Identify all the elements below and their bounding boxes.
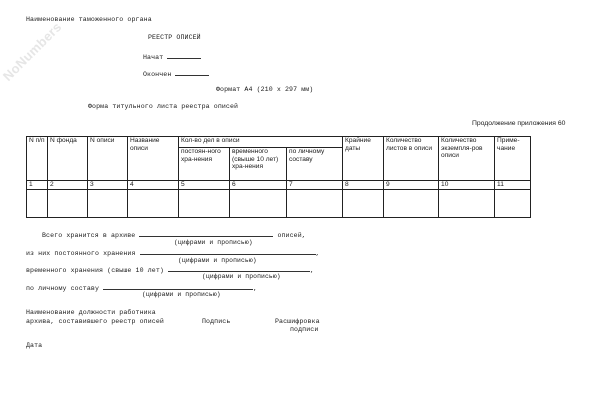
table-cell	[495, 190, 531, 218]
subheader-temporary: временного (свыше 10 лет) хра-нения	[230, 148, 287, 181]
format-label: Формат А4 (210 х 297 мм)	[216, 86, 314, 93]
start-label: Начат	[143, 54, 164, 61]
subheader-personal: по личному составу	[287, 148, 343, 181]
header-limit-dates: Крайние даты	[343, 137, 384, 181]
table-cell	[287, 190, 343, 218]
permanent-row	[26, 247, 320, 257]
table-cell	[88, 190, 128, 218]
watermark: NoNumbers	[0, 19, 65, 84]
total-blank	[139, 229, 273, 237]
header-note: Приме-чание	[495, 137, 531, 181]
table-cell	[128, 190, 179, 218]
end-row	[143, 68, 209, 78]
words-note-2: (цифрами и прописью)	[178, 257, 257, 264]
total-suffix: описей,	[277, 232, 306, 239]
start-row	[143, 51, 201, 61]
column-number: 2	[48, 181, 88, 190]
header-name: Название описи	[128, 137, 179, 181]
column-number: 4	[128, 181, 179, 190]
table-cell	[384, 190, 439, 218]
customs-authority-label: Наименование таможенного органа	[26, 16, 152, 23]
total-row	[42, 229, 306, 239]
header-fond: N фонда	[48, 137, 88, 181]
header-opis: N описи	[88, 137, 128, 181]
comma: ,	[315, 250, 320, 257]
header-copies: Количество экземпля-ров описи	[439, 137, 495, 181]
end-blank	[175, 68, 209, 76]
table-cell	[230, 190, 287, 218]
column-number: 1	[27, 181, 48, 190]
column-number: 7	[287, 181, 343, 190]
position-label-line1: Наименование должности работника	[26, 309, 156, 316]
column-number: 6	[230, 181, 287, 190]
words-note-3: (цифрами и прописью)	[202, 273, 281, 280]
column-number: 3	[88, 181, 128, 190]
words-note-1: (цифрами и прописью)	[174, 239, 253, 246]
date-label: Дата	[26, 342, 43, 349]
form-title: Форма титульного листа реестра описей	[88, 103, 239, 110]
register-title: РЕЕСТР ОПИСЕЙ	[148, 34, 201, 41]
personal-label: по личному составу	[26, 285, 100, 292]
position-label-line2: архива, составившего реестр описей	[26, 318, 164, 325]
total-prefix: Всего хранится в архиве	[42, 232, 136, 239]
table-cell	[439, 190, 495, 218]
register-table	[26, 136, 531, 218]
comma: ,	[310, 267, 315, 274]
decoding-label-line2: подписи	[290, 326, 319, 333]
temporary-blank	[168, 264, 310, 272]
column-number: 11	[495, 181, 531, 190]
end-label: Окончен	[143, 71, 172, 78]
subheader-permanent: постоян-ного хра-нения	[179, 148, 230, 181]
continuation-label: Продолжение приложения 60	[472, 120, 566, 127]
column-number: 9	[384, 181, 439, 190]
comma: ,	[253, 285, 258, 292]
column-number-row	[27, 181, 531, 190]
table-cell	[179, 190, 230, 218]
signature-label: Подпись	[202, 318, 231, 325]
empty-data-row	[27, 190, 531, 218]
decoding-label-line1: Расшифровка	[275, 318, 320, 325]
permanent-label: из них постоянного хранения	[26, 250, 136, 257]
header-pp: N п/п	[27, 137, 48, 181]
words-note-4: (цифрами и прописью)	[142, 291, 221, 298]
table-cell	[343, 190, 384, 218]
personal-blank	[103, 282, 253, 290]
column-number: 5	[179, 181, 230, 190]
column-number: 8	[343, 181, 384, 190]
header-sheets: Количество листов в описи	[384, 137, 439, 181]
header-count: Кол-во дел в описи	[179, 137, 343, 148]
start-blank	[167, 51, 201, 59]
column-number: 10	[439, 181, 495, 190]
table-cell	[27, 190, 48, 218]
header-row	[27, 137, 531, 148]
permanent-blank	[140, 247, 316, 255]
temporary-label: временного хранения (свыше 10 лет)	[26, 267, 164, 274]
table-cell	[48, 190, 88, 218]
